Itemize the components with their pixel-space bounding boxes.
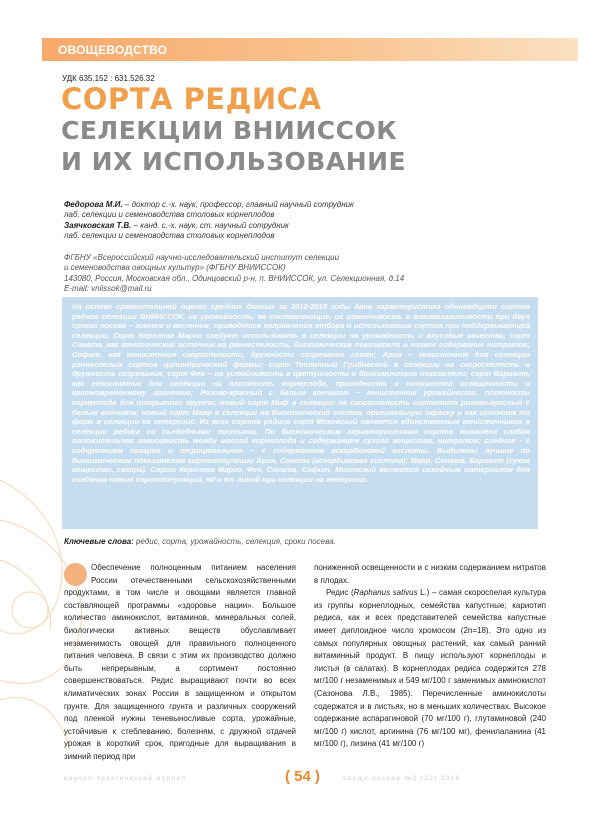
author-entry [64,200,534,210]
institution-line: и семеноводства овощных культур» (ФГБНУ ВНИИССОК) [64,263,286,273]
author-role: – доктор с.-х. наук, профессор, главный научный сотрудник [122,200,354,209]
body-column-left [64,562,296,764]
text-run: L.) – самая скороспелая культура из группы корнеплодных, семейства капустные; кариотип редиса, как и всех представителей семейства капустные имеет диплоидное число хромосом (2n=18). Это одно из самых популярных овощных растений, как самый ранний витаминный продукт. В пищу используют корнеплоды и листья (в салатах). В корнеплодах редиса содержится 278 мг/100 г незаменимых и 549 мг/100 г заменимых аминокислот (Сазонова Л.В., 1985). Перечисленные аминокислоты содержатся и в листьях, но в меньших количествах. Высокое содержание аспарагиновой (70 мг/100 г), глутаминовой (240 мг/100 г) кислот, аргинина (76 мг/100 мг), фенилаланина (41 мг/100 г), лизина (41 мг/100 г) [314,588,546,749]
body-column-right [314,562,546,751]
footer-journal-right: овощи россии №3 (32) 2016 [343,776,461,782]
footer-journal-left: научно-практический журнал [64,776,187,782]
article-title-line3: И ИХ ИСПОЛЬЗОВАНИЕ [61,147,407,176]
body-paragraph [314,587,546,751]
page-number: ( 54 ) [285,768,321,785]
institution-block [64,253,534,294]
article-title-line2: СЕЛЕКЦИИ ВНИИССОК [61,116,398,145]
udk-code: УДК 635.152 : 631.526.32 [62,74,155,83]
article-title-line1: СОРТА РЕДИСА [61,82,322,116]
author-name: Федорова М.И. [64,200,123,209]
page-number-value: 54 [294,768,311,785]
keywords-text: редис, сорта, урожайность, селекция, сроки посева. [133,537,336,546]
institution-email[interactable]: E-mail: vniissok@mail.ru [64,283,152,293]
institution-address: 143080, Россия, Московская обл., Одинцовский р-н, п. ВНИИССОК, ул. Селекционная, д.14 [64,273,405,283]
author-affiliation: лаб. селекции и семеноводства столовых корнеплодов [64,210,275,220]
keywords-label: Ключевые слова: [64,537,134,546]
body-paragraph: Обеспечение полноценным питанием населения России отечественными сельскохозяйственными продуктами, в том числе и овощами является главной составляющей программы «здоровье нации». Большое количество аминокислот, витаминов, минеральных солей, биологически активных веществ обуславливает незаменимость овощей для правильного полноценного питания человека. В связи с этим их производство должно быть непрерывным, а сортимент постоянно совершенствоваться. Редис выращивают почти во всех климатических зонах России в защищенном и открытом грунте. Для защищенного грунта и различных сооружений под пленкой нужны теневыносливые сорта, урожайные, устойчивые к стеблеванию, болезням, с дружной отдачей урожая в короткий срок, пригодные для выращивания в зимний период при [64,563,296,761]
keywords-line [64,537,534,546]
section-label: ОВОЩЕВОДСТВО [58,43,168,57]
text-run: Редис ( [326,588,354,598]
author-role: – канд. с.-х. наук, ст. научный сотрудник [131,220,289,230]
author-name: Заячковская Т.В. [64,220,132,230]
latin-name: Raphanus sativus [353,588,418,598]
dropcap-circle [64,563,87,586]
section-header-bar [42,38,578,61]
abstract-box [62,297,538,529]
authors-block [64,200,534,241]
body-paragraph: пониженной освещенности и с низким содержанием нитратов в плодах. [314,563,546,585]
author-entry [64,221,534,231]
abstract-text: На основе сравнительной оценки средних данных за 2010-2015 годы дана характеристика одиннадцати сортов редиса селекции ВНИИССОК, их урожайность, ее составляющие, их изменчивость и взаимозависимости при двух сроках посева – зимнем и весеннем; приводятся направления отбора и использования сортов при поддерживающей селекции. Сорт Королева Марго следует использовать в селекции на урожайность и вкусовые качества; сорт Соната, как генетический источник на раннеспелость, биохимические показатели и низкое содержание нитратов; Софит, как генисточник скороспелости, дружности созревания семян; Ария – генисточник для селекции раннеспелых сортов цилиндрической формы; сорт Тепличный Грибовский в селекции на скороспелость и дружность созревания; сорт Фея – на устойчивость к цветушности и биохимические показатели; сорт Вариант, как генисточник для селекции на плотность корнеплода, пригодность к пониженной освещенности и кратковременному хранению; Розово-красный с белым кончиком – генисточник урожайности, плотности корнеплода для открытого грунта; новый сорт Миф в селекции на скороспелость сортотипа розово-красный с белым кончиком; новый сорт Мавр в селекции на биохимический состав, оригинальную окраску и как источник тг форм в селекции на гетерозис. Из всех сортов редиса сорт Моховский является единственным генисточником в селекции редиса со съедобными листьями. По биохимическим характеристикам сортов выявлена слабая положительная зависимость между массой корнеплода и содержанием сухого вещества, нитратов; средняя - с содержанием сахаров и отрицательная – с содержанием аскорбиновой кислоты. Выделены лучшие по биохимическим показателям сортопопуляции Ария, Соната (аскорбиновая кислота); Мавр, Соната, Вариант (сухое вещество, сахара). Сорта Королева Марго, Фея, Соната, Софит, Моховский являются исходным материалом для создания новых сортопопуляций, тf и ms линий при селекции на гетерозис. [72,302,530,484]
author-affiliation: лаб. селекции и семеноводства столовых корнеплодов [64,230,275,240]
institution-line: ФГБНУ «Всероссийский научно-исследовательский институт селекции [64,253,340,262]
